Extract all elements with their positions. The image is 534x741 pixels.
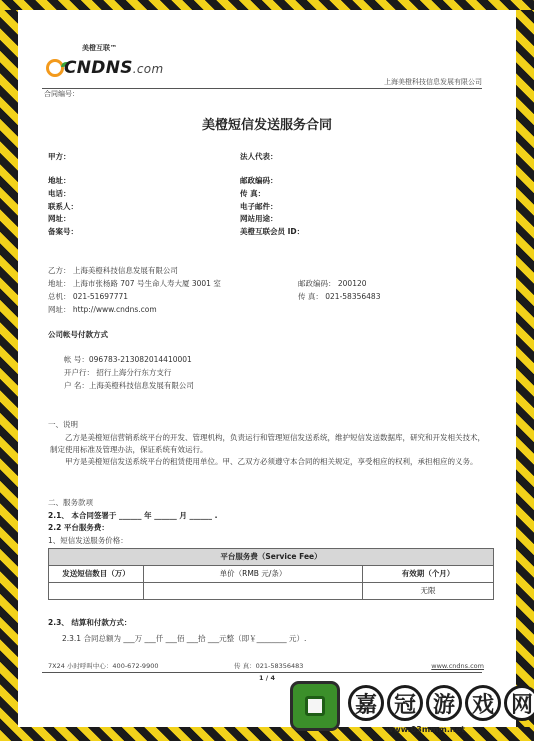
account-holder: 户 名：上海美橙科技信息发展有限公司: [64, 381, 194, 390]
party-b-fax: 传 真： 021-58356483: [298, 292, 381, 301]
fee-col-count: 发送短信数目（万）: [49, 566, 144, 583]
fee-col-unit-price: 单价（RMB 元/条）: [144, 566, 363, 583]
logo-tagline: 美橙互联™: [82, 44, 117, 52]
site-purpose-label: 网站用途：: [240, 214, 278, 223]
site-watermark-badge: [290, 681, 533, 741]
header-company-name: 上海美橙科技信息发展有限公司: [384, 78, 482, 86]
fax-label: 传 真：: [240, 189, 266, 198]
legal-rep-label: 法人代表：: [240, 152, 278, 161]
party-a-label: 甲方：: [48, 152, 71, 161]
footer-fax: 传 真：021-58356483: [234, 662, 304, 670]
section-2-heading: 二、服务款项: [48, 498, 93, 507]
party-b-postcode: 邮政编码： 200120: [298, 279, 367, 288]
page-number: 1 / 4: [259, 674, 275, 682]
account-number: 帐 号：096783-213082014410001: [64, 355, 192, 364]
fee-table-header: 平台服务费（Service Fee）: [49, 549, 494, 566]
account-heading: 公司帐号付款方式: [48, 330, 108, 339]
fee-cell-unit-price[interactable]: [144, 583, 363, 600]
settlement-heading: 2.3、 结算和付款方式：: [48, 618, 132, 627]
orange-icon: [46, 59, 64, 77]
party-b-address: 地址： 上海市张杨路 707 号生命人寿大厦 3001 室: [48, 279, 221, 288]
fee-cell-count[interactable]: [49, 583, 144, 600]
watermark-char: 嘉: [348, 685, 384, 721]
logo-main-text: CNDNS: [64, 58, 133, 78]
party-a-icp-label: 备案号：: [48, 227, 78, 236]
right-border-stripe: [516, 0, 534, 741]
footer-hotline: 7X24 小时呼叫中心：400-672-9900: [48, 662, 159, 670]
party-a-website-label: 网址：: [48, 214, 71, 223]
party-a-contact-label: 联系人：: [48, 202, 78, 211]
party-b-phone: 总机： 021-51697771: [48, 292, 129, 301]
table-row: [49, 583, 494, 600]
contract-total-line: 2.3.1 合同总额为 ___万 ___仟 ___佰 ___拾 ___元整（即￥________ 元）.: [62, 634, 307, 643]
watermark-url: www.03mmm.net: [386, 725, 465, 734]
top-border-stripe: [0, 0, 534, 10]
section-1-heading: 一、说明: [48, 420, 78, 429]
footer-site-link[interactable]: www.cndns.com: [431, 662, 484, 670]
account-bank: 开户行： 招行上海分行东方支行: [64, 368, 172, 377]
party-a-phone-label: 电话：: [48, 189, 71, 198]
watermark-char: 网: [504, 685, 534, 721]
game-logo-icon: [290, 681, 340, 731]
member-id-label: 美橙互联会员 ID：: [240, 227, 305, 236]
section-1-paragraph-1: 乙方是美橙短信营销系统平台的开发、管理机构，负责运行和管理短信发送系统，维护短信发送数据库，研究和开发相关技术，制定使用标准及管理办法，保证系统有效运行。: [50, 433, 485, 454]
footer-divider: [42, 672, 482, 673]
platform-fee-label: 2.2 平台服务费：: [48, 523, 109, 532]
sign-date-line: 2.1、 本合同签署于 ______ 年 ______ 月 ______ .: [48, 511, 218, 520]
party-b-website: 网址： http://www.cndns.com: [48, 305, 157, 314]
page-title: 美橙短信发送服务合同: [201, 118, 332, 133]
left-border-stripe: [0, 0, 18, 741]
party-a-address-label: 地址：: [48, 176, 71, 185]
document-page: [22, 10, 512, 727]
fee-col-validity: 有效期（个月）: [363, 566, 494, 583]
party-b-name: 乙方： 上海美橙科技信息发展有限公司: [48, 266, 178, 275]
header-divider: [42, 88, 482, 89]
fee-table: [48, 548, 494, 600]
watermark-char: 戏: [465, 685, 501, 721]
contract-number-label: 合同编号：: [44, 90, 79, 98]
email-label: 电子邮件：: [240, 202, 278, 211]
fee-cell-validity: 无限: [363, 583, 494, 600]
watermark-char: 游: [426, 685, 462, 721]
section-1-paragraph-2: 甲方是美橙短信发送系统平台的租赁使用单位。甲、乙双方必须遵守本合同的相关规定，享受相应的权利，承担相应的义务。: [65, 457, 478, 466]
watermark-title: [348, 685, 534, 721]
watermark-char: 冠: [387, 685, 423, 721]
logo-domain-text: .com: [132, 62, 164, 76]
sms-price-label: 1、短信发送服务价格：: [48, 536, 128, 545]
postcode-label: 邮政编码：: [240, 176, 278, 185]
